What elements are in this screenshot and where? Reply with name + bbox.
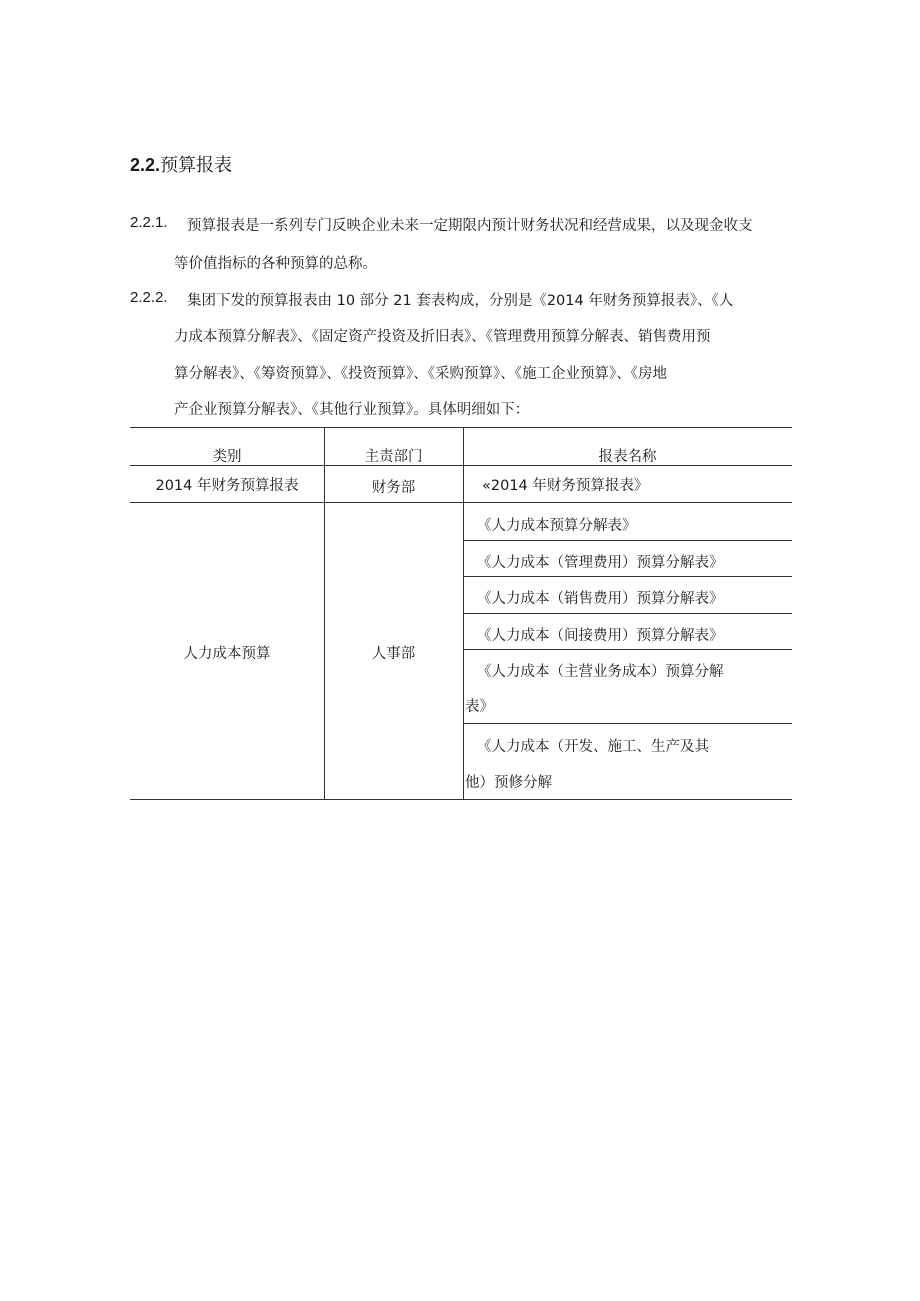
- table-cell-report: 《人力成本（间接费用）预算分解表》: [477, 628, 724, 644]
- paragraph-number: 2.2.1.: [130, 214, 168, 231]
- paragraph-line: 产企业预算分解表》、《其他行业预算》。具体明细如下：: [174, 402, 530, 418]
- table-top-border: [130, 427, 792, 428]
- paragraph-line: 算分解表》、《筹资预算》、《投资预算》、《采购预算》、《施工企业预算》、《房地: [174, 366, 667, 382]
- table-cell-report: 《人力成本（开发、施工、生产及其: [477, 739, 709, 755]
- subrow-divider: [463, 723, 792, 724]
- table-cell-report: 《人力成本（管理费用）预算分解表》: [477, 555, 724, 571]
- table-bottom-border: [130, 799, 792, 800]
- paragraph-line: 等价值指标的各种预算的总称。: [174, 256, 377, 272]
- table-cell-report: 《人力成本（销售费用）预算分解表》: [477, 591, 724, 607]
- header-department: 主责部门: [364, 449, 423, 465]
- column-divider: [463, 427, 464, 800]
- table-cell-department: 人事部: [371, 646, 416, 662]
- subrow-divider: [463, 613, 792, 614]
- paragraph-line: 预算报表是一系列专门反映企业未来一定期限内预计财务状况和经营成果，以及现金收支: [187, 218, 753, 234]
- table-cell-report: 《人力成本预算分解表》: [477, 518, 637, 534]
- header-report-name: 报表名称: [598, 449, 657, 465]
- section-number: 2.2.: [130, 155, 161, 175]
- section-title: 预算报表: [160, 155, 233, 176]
- subrow-divider: [463, 649, 792, 650]
- subrow-divider: [463, 576, 792, 577]
- table-cell-category: 2014 年财务预算报表: [155, 478, 299, 494]
- table-cell-report: «2014 年财务预算报表》: [482, 478, 649, 494]
- budget-report-table: [130, 427, 792, 800]
- table-cell-department: 财务部: [371, 480, 416, 496]
- table-cell-category: 人力成本预算: [183, 646, 271, 662]
- subrow-divider: [463, 540, 792, 541]
- paragraph-line: 力成本预算分解表》、《固定资产投资及折旧表》、《管理费用预算分解表、销售费用预: [174, 329, 711, 345]
- paragraph-number: 2.2.2.: [130, 289, 168, 306]
- paragraph-line: 集团下发的预算报表由 10 部分 21 套表构成，分别是《2014 年财务预算报表》、《人: [187, 293, 734, 309]
- header-category: 类别: [212, 449, 242, 465]
- section-heading: [130, 152, 232, 179]
- row-divider: [130, 502, 792, 503]
- table-cell-report: 表》: [465, 699, 494, 715]
- table-cell-report: 《人力成本（主营业务成本）预算分解: [477, 664, 724, 680]
- table-cell-report: 他）预修分解: [465, 775, 552, 791]
